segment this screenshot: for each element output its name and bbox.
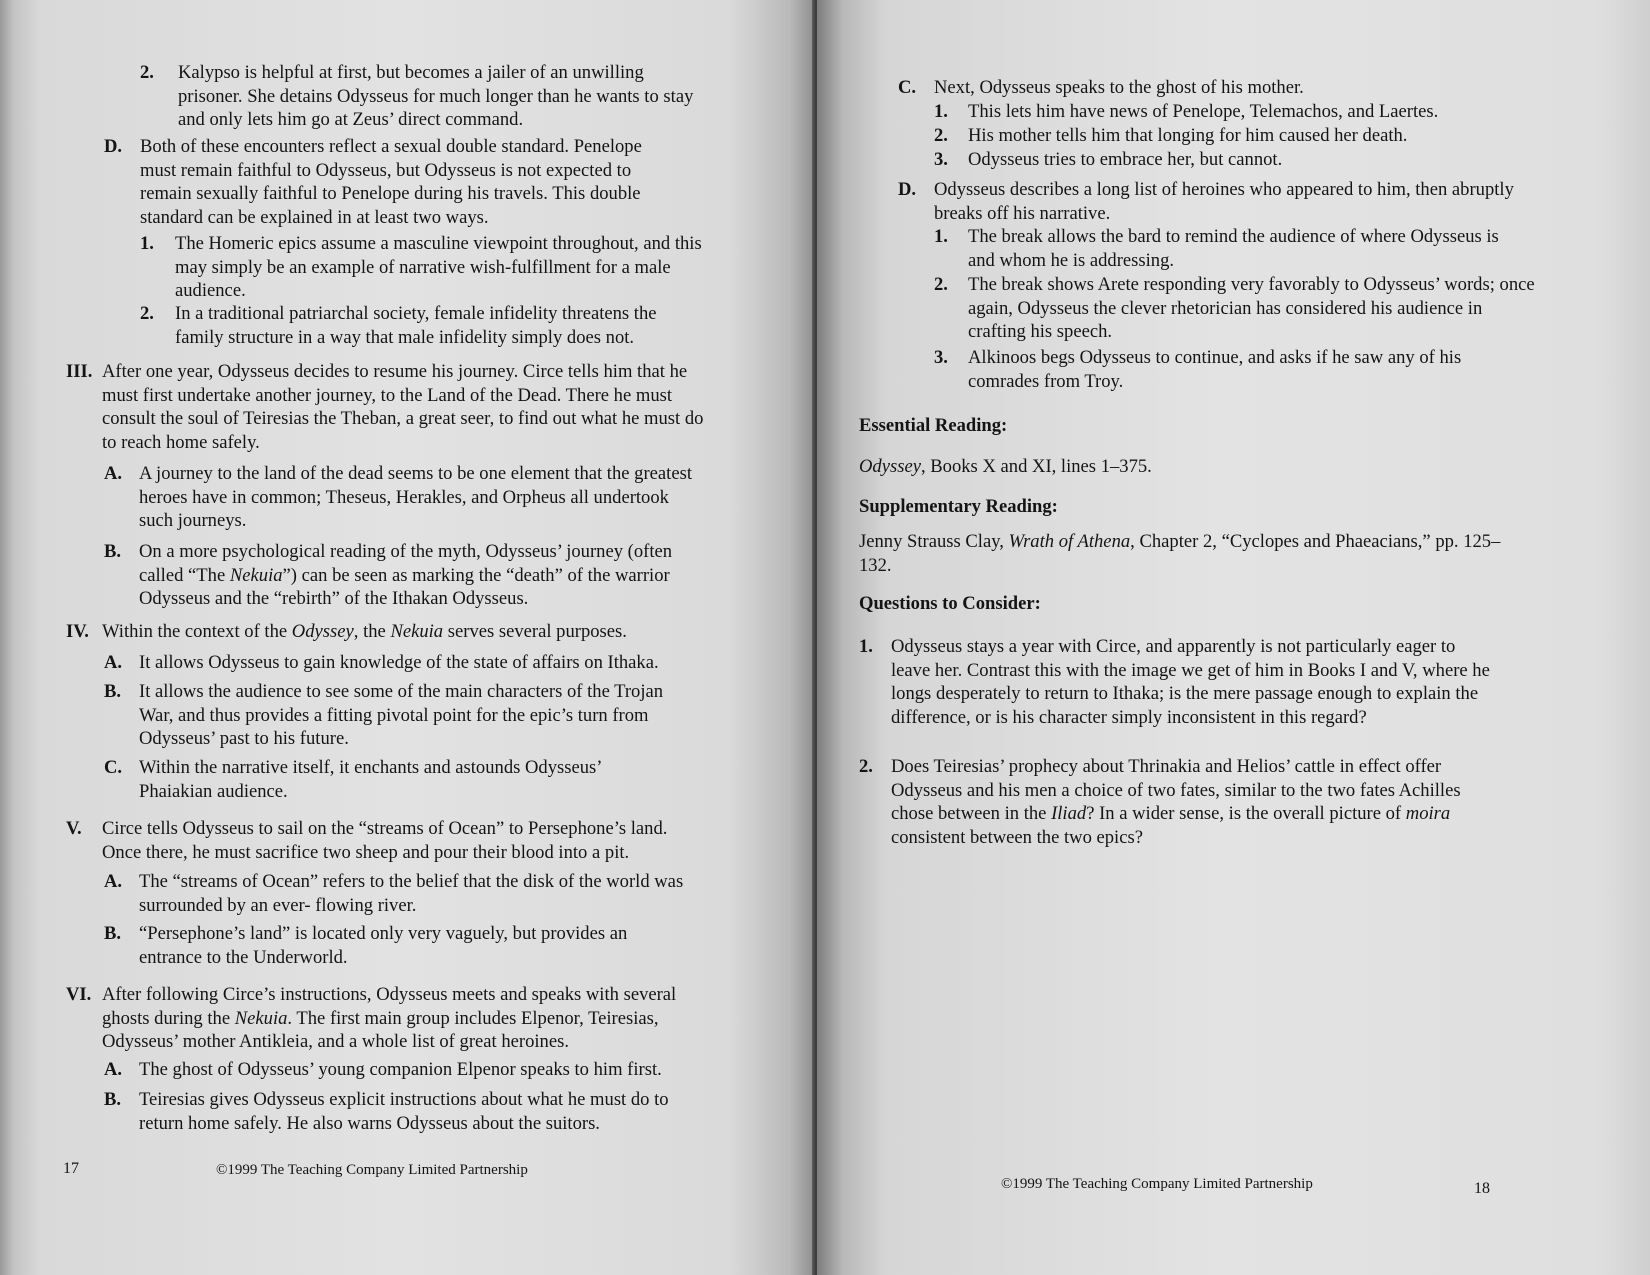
questions-heading: Questions to Consider:: [859, 593, 1041, 614]
page-footer: ©1999 The Teaching Company Limited Partnership: [216, 1162, 528, 1178]
essential-reading-text: Odyssey, Books X and XI, lines 1–375.: [859, 456, 1152, 477]
supplementary-reading-text: Jenny Strauss Clay, Wrath of Athena, Chapter 2, “Cyclopes and Phaeacians,” pp. 125–132.: [859, 531, 1501, 576]
page-number: 18: [1474, 1180, 1490, 1197]
essential-reading-heading: Essential Reading:: [859, 415, 1008, 436]
right-page: C. Next, Odysseus speaks to the ghost of his mother. 1. This lets him have news of Penelope, Telemachos, and Laertes. 2. His mother tells him that longing for him caused her death. 3. Odysseus tries to embrace her, but cannot. D. Odysseus describes a long list of heroines who appeared to him, then abruptly breaks off his narrative. 1. The break allows the bard to remind the audience of where Odysseus is and whom he is addressing. 2. The break shows Arete responding very favorably to Odysseus’ words; once again, Odysseus the clever rhetorician has considered his audience in crafting his speech. 3. Alkinoos begs Odysseus to continue, and asks if he saw any of his comrades from Troy. Essential Reading: Odyssey, Books X and XI, lines 1–375. Supplementary Reading: Jenny Strauss Clay, Wrath of Athena, Chapter 2, “Cyclopes and Phaeacians,” pp. 125–132. Questions to Consider: 1. Odysseus stays a year with Circe, and apparently is not particularly eager to leave her. Contrast this with the image we get of him in Books I and V, where he longs desperately to return to Ithaka; is the mere passage enough to explain the difference, or is his character simply inconsistent in this regard? 2. Does Teiresias’ prophecy about Thrinakia and Helios’ cattle in effect offer Odysseus and his men a choice of two fates, similar to the two fates Achilles chose between in the Iliad? In a wider sense, is the overall picture of moira consistent between the two epics? ©1999 The Teaching Company Limited Partnership 18: [817, 0, 1650, 1275]
supplementary-reading-heading: Supplementary Reading:: [859, 496, 1058, 517]
left-page: 2. Kalypso is helpful at first, but becomes a jailer of an unwilling prisoner. She detains Odysseus for much longer than he wants to stay and only lets him go at Zeus’ direct command. D. Both of these encounters reflect a sexual double standard. Penelope must remain faithful to Odysseus, but Odysseus is not expected to remain sexually faithful to Penelope during his travels. This double standard can be explained in at least two ways. 1. The Homeric epics assume a masculine viewpoint throughout, and this may simply be an example of narrative wish-fulfillment for a male audience. 2. In a traditional patriarchal society, female infidelity threatens the family structure in a way that male infidelity simply does not. III. After one year, Odysseus decides to resume his journey. Circe tells him that he must first undertake another journey, to the Land of the Dead. There he must consult the soul of Teiresias the Theban, a great seer, to find out what he must do to reach home safely. A. A journey to the land of the dead seems to be one element that the greatest heroes have in common; Theseus, Herakles, and Orpheus all undertook such journeys. B. On a more psychological reading of the myth, Odysseus’ journey (often called “The Nekuia”) can be seen as marking the “death” of the warrior Odysseus and the “rebirth” of the Ithakan Odysseus. IV. Within the context of the Odyssey, the Nekuia serves several purposes. A. It allows Odysseus to gain knowledge of the state of affairs on Ithaka. B. It allows the audience to see some of the main characters of the Trojan War, and thus provides a fitting pivotal point for the epic’s turn from Odysseus’ past to his future. C. Within the narrative itself, it enchants and astounds Odysseus’ Phaiakian audience. V. Circe tells Odysseus to sail on the “streams of Ocean” to Persephone’s land. Once there, he must sacrifice two sheep and pour their blood into a pit. A. The “streams of Ocean” refers to the belief that the disk of the world was surrounded by an ever- flowing river. B. “Persephone’s land” is located only very vaguely, but provides an entrance to the Underworld. VI. After following Circe’s instructions, Odysseus meets and speaks with several ghosts during the Nekuia. The first main group includes Elpenor, Teiresias, Odysseus’ mother Antikleia, and a whole list of great heroines. A. The ghost of Odysseus’ young companion Elpenor speaks to him first. B. Teiresias gives Odysseus explicit instructions about what he must do to return home safely. He also warns Odysseus about the suitors. 17 ©1999 The Teaching Company Limited Partnership: [0, 0, 815, 1275]
page-number: 17: [63, 1160, 79, 1177]
page-footer: ©1999 The Teaching Company Limited Partnership: [1001, 1176, 1313, 1192]
